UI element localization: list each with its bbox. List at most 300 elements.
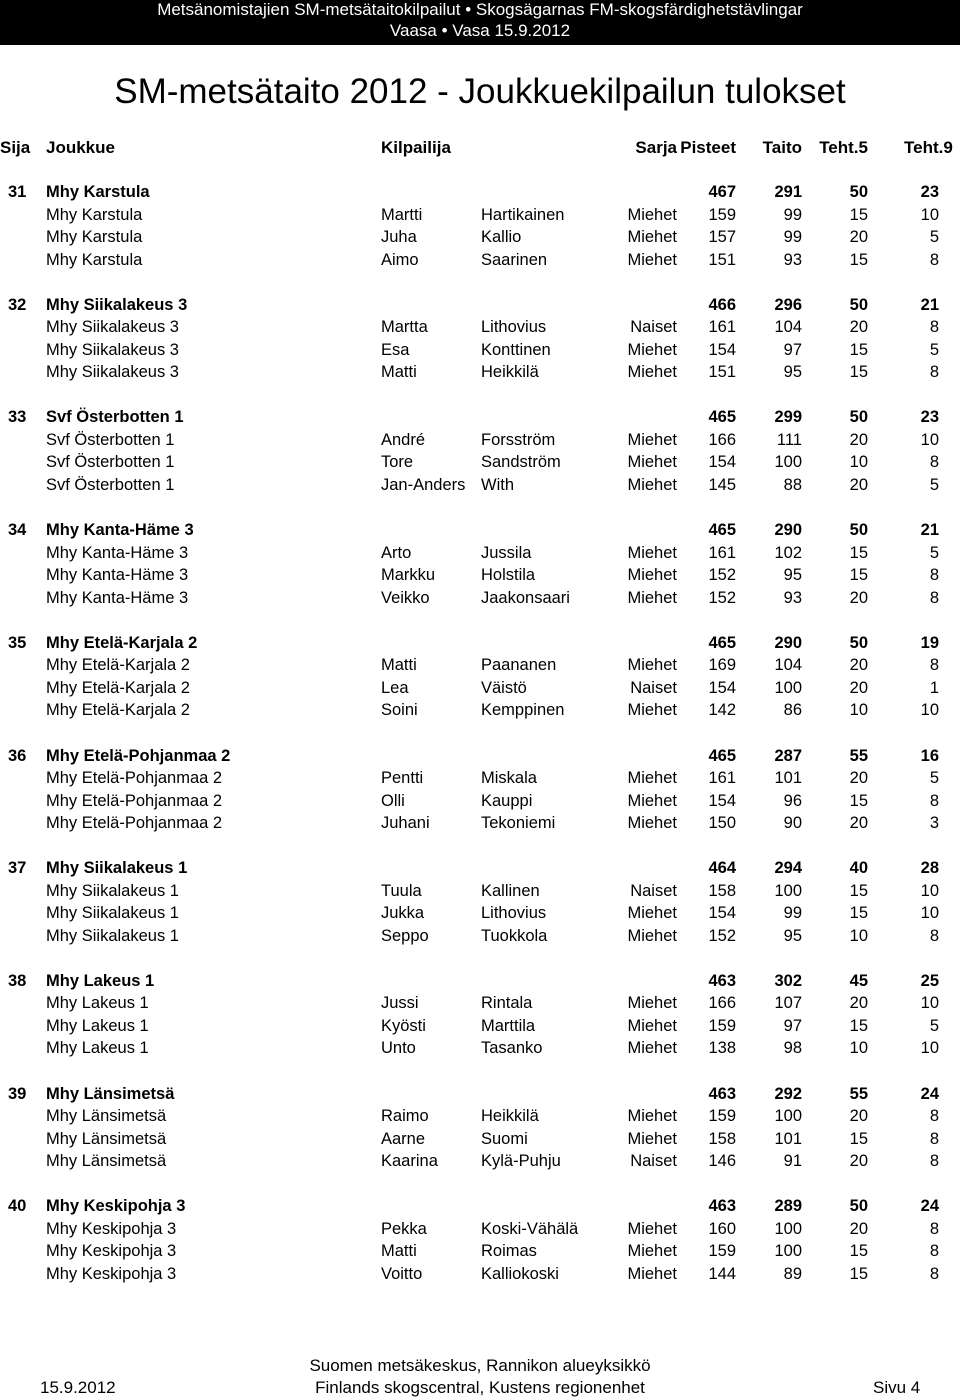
member-pisteet: 138: [708, 1039, 736, 1058]
member-row: [0, 1107, 960, 1129]
member-row: [0, 904, 960, 926]
member-first-name: Matti: [381, 363, 417, 382]
member-last-name: Forsström: [481, 430, 556, 449]
member-last-name: Kylä-Puhju: [481, 1152, 561, 1171]
member-first-name: Jussi: [381, 994, 419, 1013]
member-first-name: Unto: [381, 1039, 416, 1058]
member-row: [0, 1039, 960, 1061]
member-last-name: Jussila: [481, 543, 532, 562]
member-teht5: 20: [849, 656, 868, 675]
member-taito: 100: [774, 1242, 802, 1261]
member-sarja: Miehet: [627, 340, 677, 359]
member-teht5: 20: [849, 1152, 868, 1171]
member-teht5: 15: [849, 566, 868, 585]
col-pisteet: Pisteet: [680, 138, 736, 157]
team-name: Mhy Keskipohja 3: [46, 1197, 186, 1216]
member-first-name: Tore: [381, 453, 414, 472]
member-first-name: Pekka: [381, 1219, 427, 1238]
team-taito: 294: [774, 859, 802, 878]
col-sarja: Sarja: [635, 138, 677, 157]
member-first-name: Jan-Anders: [381, 475, 466, 494]
member-first-name: Tuula: [381, 881, 422, 900]
member-team: Mhy Siikalakeus 3: [46, 340, 179, 359]
member-row: [0, 453, 960, 475]
member-last-name: Hartikainen: [481, 205, 565, 224]
member-taito: 100: [774, 678, 802, 697]
member-teht5: 15: [849, 543, 868, 562]
member-row: [0, 363, 960, 385]
col-taito: Taito: [762, 138, 802, 157]
member-sarja: Naiset: [630, 318, 677, 337]
member-team: Mhy Keskipohja 3: [46, 1219, 177, 1238]
team-teht5: 50: [849, 1197, 868, 1216]
member-pisteet: 157: [708, 228, 736, 246]
member-taito: 99: [783, 228, 802, 246]
member-last-name: With: [481, 475, 514, 494]
page-title: SM-metsätaito 2012 - Joukkuekilpailun tulokset: [114, 72, 846, 111]
member-teht9: 8: [929, 1107, 939, 1126]
member-row: [0, 701, 960, 723]
member-first-name: Olli: [381, 791, 405, 810]
team-rank: 37: [8, 859, 27, 878]
member-teht9: 10: [920, 1039, 939, 1058]
team-row: [0, 296, 960, 318]
member-team: Svf Österbotten 1: [46, 475, 175, 494]
member-team: Mhy Siikalakeus 3: [46, 363, 179, 382]
member-taito: 104: [774, 656, 802, 675]
team-teht5: 40: [849, 859, 868, 878]
team-pisteet: 463: [708, 1084, 736, 1103]
member-taito: 99: [783, 205, 802, 224]
team-row: [0, 972, 960, 994]
event-name: Metsänomistajien SM-metsätaitokilpailut • Skogsägarnas FM-skogsfärdighetstävlingar: [157, 0, 803, 19]
member-teht5: 20: [849, 430, 868, 449]
member-sarja: Miehet: [627, 1129, 677, 1148]
member-pisteet: 160: [708, 1219, 736, 1238]
team-teht9: 24: [920, 1084, 939, 1103]
member-sarja: Miehet: [627, 656, 677, 675]
team-name: Mhy Länsimetsä: [46, 1084, 175, 1103]
member-teht5: 20: [849, 814, 868, 832]
member-teht5: 15: [849, 881, 868, 900]
member-first-name: Esa: [381, 340, 410, 359]
member-row: [0, 341, 960, 363]
member-row: [0, 1265, 960, 1287]
member-last-name: Kallinen: [481, 881, 540, 900]
member-team: Mhy Karstula: [46, 250, 143, 269]
member-teht9: 1: [929, 678, 939, 697]
member-team: Mhy Siikalakeus 1: [46, 926, 179, 945]
member-pisteet: 169: [708, 656, 736, 675]
member-first-name: Kaarina: [381, 1152, 438, 1171]
member-first-name: Veikko: [381, 588, 430, 607]
team-teht9: 24: [920, 1197, 939, 1216]
team-row: [0, 521, 960, 543]
member-sarja: Miehet: [627, 769, 677, 787]
member-team: Mhy Keskipohja 3: [46, 1264, 177, 1283]
member-teht9: 8: [929, 926, 939, 945]
member-taito: 93: [783, 250, 802, 269]
member-pisteet: 144: [708, 1264, 736, 1283]
member-row: [0, 566, 960, 588]
member-teht9: 10: [920, 994, 939, 1013]
member-sarja: Miehet: [627, 1264, 677, 1283]
member-last-name: Tekoniemi: [481, 814, 556, 832]
team-teht9: 19: [920, 633, 939, 652]
member-sarja: Miehet: [627, 791, 677, 810]
member-teht5: 20: [849, 994, 868, 1013]
member-sarja: Naiset: [630, 881, 677, 900]
member-teht9: 8: [929, 656, 939, 675]
member-last-name: Tuokkola: [481, 926, 548, 945]
team-rank: 36: [8, 746, 27, 765]
team-row: [0, 634, 960, 656]
team-teht5: 50: [849, 521, 868, 540]
member-teht9: 8: [929, 1264, 939, 1283]
member-taito: 99: [783, 904, 802, 923]
member-row: [0, 994, 960, 1016]
member-team: Mhy Etelä-Pohjanmaa 2: [46, 769, 223, 787]
member-teht5: 20: [849, 769, 868, 787]
member-last-name: Konttinen: [481, 340, 551, 359]
member-sarja: Miehet: [627, 453, 677, 472]
member-pisteet: 152: [708, 926, 736, 945]
member-row: [0, 431, 960, 453]
member-last-name: Rintala: [481, 994, 533, 1013]
member-teht9: 10: [920, 881, 939, 900]
footer-org-fi: Suomen metsäkeskus, Rannikon alueyksikkö: [309, 1356, 651, 1375]
member-teht9: 8: [929, 363, 939, 382]
team-pisteet: 466: [708, 295, 736, 314]
member-team: Mhy Etelä-Pohjanmaa 2: [46, 814, 223, 832]
team-name: Mhy Etelä-Karjala 2: [46, 633, 198, 652]
member-row: [0, 679, 960, 701]
team-taito: 290: [774, 521, 802, 540]
member-team: Mhy Siikalakeus 3: [46, 318, 179, 337]
member-pisteet: 150: [708, 814, 736, 832]
member-first-name: Seppo: [381, 926, 429, 945]
member-row: [0, 1017, 960, 1039]
member-taito: 101: [774, 1129, 802, 1148]
page-number: Sivu 4: [873, 1378, 921, 1397]
member-taito: 101: [774, 769, 802, 787]
team-pisteet: 463: [708, 1197, 736, 1216]
team-teht9: 23: [920, 408, 939, 427]
member-teht5: 15: [849, 340, 868, 359]
member-teht9: 8: [929, 1152, 939, 1171]
member-teht9: 8: [929, 318, 939, 337]
member-teht9: 8: [929, 1242, 939, 1261]
member-taito: 100: [774, 453, 802, 472]
team-rank: 38: [8, 971, 27, 990]
member-first-name: Arto: [381, 543, 412, 562]
team-name: Mhy Etelä-Pohjanmaa 2: [46, 746, 231, 765]
col-teht5: Teht.5: [819, 138, 868, 157]
member-last-name: Koski-Vähälä: [481, 1219, 579, 1238]
member-pisteet: 166: [708, 430, 736, 449]
member-sarja: Miehet: [627, 701, 677, 720]
member-pisteet: 142: [708, 701, 736, 720]
member-first-name: Jukka: [381, 904, 425, 923]
member-pisteet: 152: [708, 566, 736, 585]
member-sarja: Miehet: [627, 566, 677, 585]
member-teht9: 8: [929, 1219, 939, 1238]
team-taito: 290: [774, 633, 802, 652]
footer-date: 15.9.2012: [40, 1378, 116, 1397]
col-sija: Sija: [0, 138, 31, 157]
member-last-name: Saarinen: [481, 250, 548, 269]
member-sarja: Naiset: [630, 1152, 677, 1171]
member-teht5: 20: [849, 318, 868, 337]
member-row: [0, 769, 960, 791]
member-team: Mhy Keskipohja 3: [46, 1242, 177, 1261]
team-name: Mhy Lakeus 1: [46, 971, 155, 990]
member-teht5: 20: [849, 1219, 868, 1238]
member-teht9: 5: [929, 1016, 939, 1035]
member-sarja: Miehet: [627, 363, 677, 382]
member-sarja: Miehet: [627, 250, 677, 269]
member-team: Mhy Etelä-Karjala 2: [46, 701, 190, 720]
team-pisteet: 467: [708, 183, 736, 201]
team-rank: 31: [8, 183, 27, 201]
member-sarja: Miehet: [627, 926, 677, 945]
member-team: Mhy Kanta-Häme 3: [46, 588, 189, 607]
member-pisteet: 151: [708, 363, 736, 382]
member-row: [0, 1220, 960, 1242]
member-teht9: 5: [929, 543, 939, 562]
member-taito: 97: [783, 340, 802, 359]
team-pisteet: 465: [708, 521, 736, 540]
member-teht5: 15: [849, 363, 868, 382]
member-teht9: 10: [920, 430, 939, 449]
member-taito: 95: [783, 566, 802, 585]
member-teht9: 8: [929, 791, 939, 810]
member-row: [0, 792, 960, 814]
member-pisteet: 159: [708, 1016, 736, 1035]
team-teht5: 55: [849, 1084, 868, 1103]
member-last-name: Heikkilä: [481, 363, 539, 382]
member-teht9: 8: [929, 1129, 939, 1148]
team-taito: 289: [774, 1197, 802, 1216]
member-last-name: Roimas: [481, 1242, 537, 1261]
team-pisteet: 465: [708, 408, 736, 427]
member-team: Mhy Etelä-Karjala 2: [46, 656, 190, 675]
member-pisteet: 146: [708, 1152, 736, 1171]
team-taito: 292: [774, 1084, 802, 1103]
member-sarja: Naiset: [630, 678, 677, 697]
member-last-name: Lithovius: [481, 318, 547, 337]
member-last-name: Marttila: [481, 1016, 536, 1035]
team-pisteet: 465: [708, 633, 736, 652]
member-teht5: 20: [849, 1107, 868, 1126]
member-pisteet: 145: [708, 475, 736, 494]
member-last-name: Kalliokoski: [481, 1264, 559, 1283]
member-last-name: Suomi: [481, 1129, 528, 1148]
member-last-name: Sandström: [481, 453, 561, 472]
member-sarja: Miehet: [627, 994, 677, 1013]
member-teht9: 8: [929, 250, 939, 269]
member-sarja: Miehet: [627, 1242, 677, 1261]
team-teht5: 50: [849, 408, 868, 427]
team-rank: 32: [8, 295, 27, 314]
member-taito: 100: [774, 1219, 802, 1238]
member-teht9: 8: [929, 588, 939, 607]
member-team: Mhy Lakeus 1: [46, 994, 149, 1013]
member-sarja: Miehet: [627, 588, 677, 607]
member-pisteet: 158: [708, 1129, 736, 1148]
member-first-name: Juhani: [381, 814, 430, 832]
member-pisteet: 166: [708, 994, 736, 1013]
member-teht5: 10: [849, 926, 868, 945]
member-pisteet: 154: [708, 453, 736, 472]
member-last-name: Holstila: [481, 566, 536, 585]
member-first-name: Kyösti: [381, 1016, 426, 1035]
member-taito: 100: [774, 1107, 802, 1126]
member-teht9: 5: [929, 340, 939, 359]
member-sarja: Miehet: [627, 475, 677, 494]
member-team: Mhy Länsimetsä: [46, 1129, 167, 1148]
member-last-name: Kauppi: [481, 791, 533, 810]
member-taito: 104: [774, 318, 802, 337]
team-row: [0, 747, 960, 769]
member-row: [0, 544, 960, 566]
member-team: Mhy Etelä-Pohjanmaa 2: [46, 791, 223, 810]
member-teht9: 3: [929, 814, 939, 832]
member-teht9: 10: [920, 205, 939, 224]
team-row: [0, 183, 960, 205]
member-first-name: Juha: [381, 228, 417, 246]
team-taito: 299: [774, 408, 802, 427]
team-row: [0, 1197, 960, 1219]
member-teht5: 10: [849, 453, 868, 472]
member-row: [0, 251, 960, 273]
team-name: Mhy Karstula: [46, 183, 150, 201]
member-teht9: 10: [920, 701, 939, 720]
member-sarja: Miehet: [627, 205, 677, 224]
member-team: Svf Österbotten 1: [46, 430, 175, 449]
team-taito: 287: [774, 746, 802, 765]
member-row: [0, 318, 960, 340]
member-pisteet: 159: [708, 205, 736, 224]
member-row: [0, 1130, 960, 1152]
member-row: [0, 589, 960, 611]
member-taito: 90: [783, 814, 802, 832]
team-rank: 40: [8, 1197, 27, 1216]
member-teht5: 15: [849, 250, 868, 269]
member-teht9: 5: [929, 769, 939, 787]
team-pisteet: 463: [708, 971, 736, 990]
member-sarja: Miehet: [627, 814, 677, 832]
team-row: [0, 1085, 960, 1107]
member-sarja: Miehet: [627, 1039, 677, 1058]
member-first-name: Matti: [381, 656, 417, 675]
team-teht9: 25: [920, 971, 939, 990]
team-rank: 33: [8, 408, 27, 427]
member-teht5: 15: [849, 1129, 868, 1148]
member-teht5: 15: [849, 791, 868, 810]
member-team: Mhy Kanta-Häme 3: [46, 543, 189, 562]
member-taito: 95: [783, 363, 802, 382]
team-rank: 39: [8, 1084, 27, 1103]
member-sarja: Miehet: [627, 228, 677, 246]
col-kilpailija: Kilpailija: [381, 138, 451, 157]
member-sarja: Miehet: [627, 1219, 677, 1238]
col-joukkue: Joukkue: [46, 138, 115, 157]
member-pisteet: 159: [708, 1107, 736, 1126]
member-row: [0, 882, 960, 904]
member-first-name: Pentti: [381, 769, 424, 787]
team-rank: 35: [8, 633, 27, 652]
member-team: Mhy Länsimetsä: [46, 1107, 167, 1126]
team-name: Mhy Siikalakeus 1: [46, 859, 188, 878]
member-pisteet: 152: [708, 588, 736, 607]
member-pisteet: 161: [708, 318, 736, 337]
member-team: Mhy Lakeus 1: [46, 1016, 149, 1035]
member-teht5: 15: [849, 1016, 868, 1035]
member-taito: 111: [776, 430, 802, 449]
member-sarja: Miehet: [627, 543, 677, 562]
member-teht5: 10: [849, 1039, 868, 1058]
member-first-name: Voitto: [381, 1264, 423, 1283]
member-pisteet: 151: [708, 250, 736, 269]
team-teht5: 45: [849, 971, 868, 990]
team-name: Mhy Kanta-Häme 3: [46, 521, 194, 540]
member-taito: 86: [783, 701, 802, 720]
team-teht9: 23: [920, 183, 939, 201]
member-first-name: Aimo: [381, 250, 419, 269]
member-team: Mhy Karstula: [46, 228, 143, 246]
member-last-name: Jaakonsaari: [481, 588, 570, 607]
team-row: [0, 408, 960, 430]
team-teht5: 50: [849, 633, 868, 652]
member-first-name: Martti: [381, 205, 423, 224]
member-teht5: 15: [849, 904, 868, 923]
team-rank: 34: [8, 521, 27, 540]
member-first-name: Matti: [381, 1242, 417, 1261]
member-teht5: 20: [849, 678, 868, 697]
member-team: Mhy Siikalakeus 1: [46, 881, 179, 900]
member-team: Mhy Kanta-Häme 3: [46, 566, 189, 585]
member-pisteet: 161: [708, 769, 736, 787]
member-row: [0, 814, 960, 836]
member-taito: 102: [774, 543, 802, 562]
member-last-name: Miskala: [481, 769, 537, 787]
member-first-name: Martta: [381, 318, 428, 337]
member-row: [0, 476, 960, 498]
member-last-name: Lithovius: [481, 904, 547, 923]
member-taito: 89: [783, 1264, 802, 1283]
member-taito: 100: [774, 881, 802, 900]
member-first-name: Aarne: [381, 1129, 426, 1148]
member-row: [0, 656, 960, 678]
member-teht9: 5: [929, 228, 939, 246]
member-team: Mhy Karstula: [46, 205, 143, 224]
member-pisteet: 154: [708, 791, 736, 810]
member-teht5: 15: [849, 205, 868, 224]
member-team: Mhy Lakeus 1: [46, 1039, 149, 1058]
member-last-name: Tasanko: [481, 1039, 543, 1058]
team-name: Mhy Siikalakeus 3: [46, 295, 188, 314]
member-row: [0, 206, 960, 228]
member-row: [0, 1242, 960, 1264]
member-last-name: Paananen: [481, 656, 557, 675]
member-teht5: 15: [849, 1242, 868, 1261]
team-teht9: 28: [920, 859, 939, 878]
member-sarja: Miehet: [627, 904, 677, 923]
member-taito: 95: [783, 926, 802, 945]
member-teht5: 10: [849, 701, 868, 720]
team-taito: 291: [774, 183, 802, 201]
